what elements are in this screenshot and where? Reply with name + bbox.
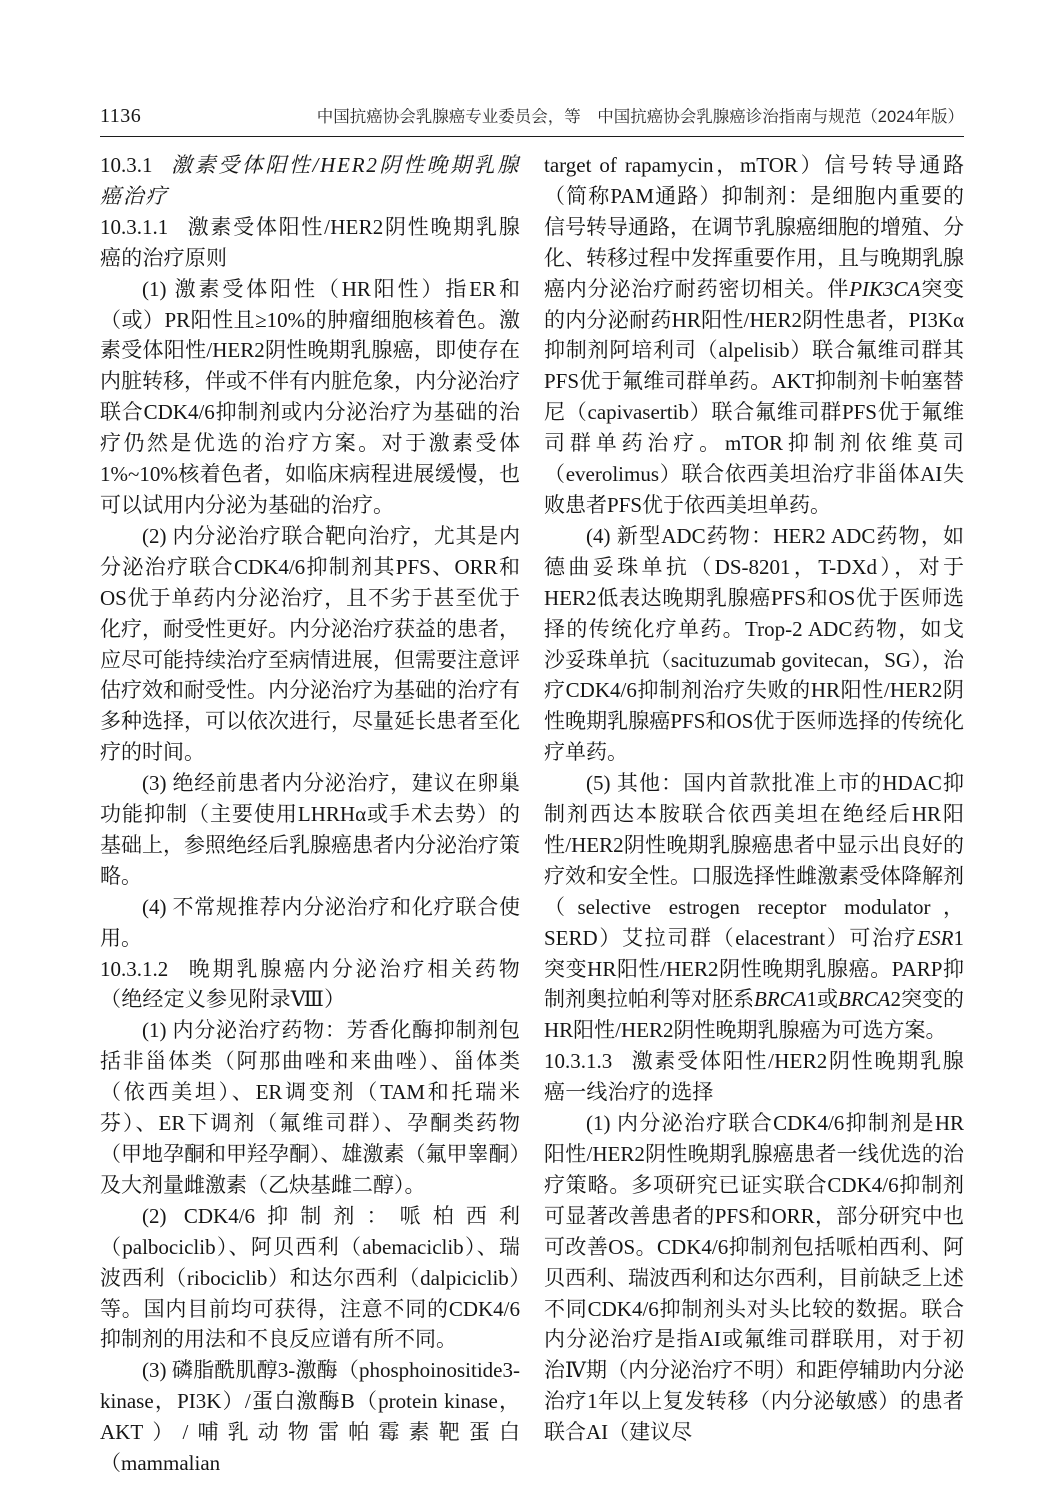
body-paragraph: (1) 内分泌治疗药物：芳香化酶抑制剂包括非甾体类（阿那曲唑和来曲唑）、甾体类（依西美坦）、ER调变剂（TAM和托瑞米芬）、ER下调剂（氟维司群）、孕酮类药物（甲地孕酮和甲羟孕酮）、雄激素（氟甲睾酮）及大剂量雌激素（乙炔基雌二醇）。 (100, 1018, 520, 1197)
section-title: 激素受体阳性/HER2阴性晚期乳腺癌治疗 (100, 153, 520, 208)
two-column-body (100, 150, 964, 1479)
body-paragraph: (3) 绝经前患者内分泌治疗，建议在卵巢功能抑制（主要使用LHRHα或手术去势）的基础上，参照绝经后乳腺癌患者内分泌治疗策略。 (100, 771, 520, 888)
left-column (100, 150, 520, 1479)
section-heading (100, 150, 520, 212)
section-number: 10.3.1.1 (100, 214, 169, 239)
body-paragraph: target of rapamycin，mTOR）信号转导通路（简称PAM通路）抑制剂：是细胞内重要的信号转导通路，在调节乳腺癌细胞的增殖、分化、转移过程中发挥重要作用，且与晚期乳腺癌内分泌治疗耐药密切相关。伴PIK3CA突变的内分泌耐药HR阳性/HER2阴性患者，PI3Kα抑制剂阿培利司（alpelisib）联合氟维司群其PFS优于氟维司群单药。AKT抑制剂卡帕塞替尼（capivasertib）联合氟维司群PFS优于氟维司群单药治疗。mTOR抑制剂依维莫司（everolimus）联合依西美坦治疗非甾体AI失败患者PFS优于依西美坦单药。 (544, 153, 965, 517)
body-paragraph: (1) 内分泌治疗联合CDK4/6抑制剂是HR阳性/HER2阴性晚期乳腺癌患者一线优选的治疗策略。多项研究已证实联合CDK4/6抑制剂可显著改善患者的PFS和ORR，部分研究中也可改善OS。CDK4/6抑制剂包括哌柏西利、阿贝西利、瑞波西利和达尔西利，目前缺乏上述不同CDK4/6抑制剂头对头比较的数据。联合内分泌治疗是指AI或氟维司群联用，对于初治Ⅳ期（内分泌治疗不明）和距停辅助内分泌治疗1年以上复发转移（内分泌敏感）的患者联合AI（建议尽 (544, 1111, 964, 1445)
running-title: 中国抗癌协会乳腺癌专业委员会，等 中国抗癌协会乳腺癌诊治指南与规范（2024年版） (316, 108, 964, 126)
section-title: 晚期乳腺癌内分泌治疗相关药物（绝经定义参见附录Ⅷ） (100, 956, 520, 1012)
section-title: 激素受体阳性/HER2阴性晚期乳腺癌的治疗原则 (100, 214, 520, 270)
page-number: 1136 (100, 105, 142, 127)
body-paragraph: (5) 其他：国内首款批准上市的HDAC抑制剂西达本胺联合依西美坦在绝经后HR阳性/HER2阴性晚期乳腺癌患者中显示出良好的疗效和安全性。口服选择性雌激素受体降解剂（selective estrogen receptor modulator，SERD）艾拉司群（elacestrant）可治疗ESR1突变HR阳性/HER2阴性晚期乳腺癌。PARP抑制剂奥拉帕利等对胚系BRCA1或BRCA2突变的HR阳性/HER2阴性晚期乳腺癌为可选方案。 (544, 771, 964, 1043)
section-heading (544, 1046, 964, 1108)
right-column (544, 150, 964, 1479)
body-paragraph: (4) 新型ADC药物：HER2 ADC药物，如德曲妥珠单抗（DS-8201，T-DXd），对于HER2低表达晚期乳腺癌PFS和OS优于医师选择的传统化疗单药。Trop-2 ADC药物，如戈沙妥珠单抗（sacituzumab govitecan，SG），治疗CDK4/6抑制剂治疗失败的HR阳性/HER2阴性晚期乳腺癌PFS和OS优于医师选择的传统化疗单药。 (544, 523, 964, 765)
header-rule (100, 136, 964, 137)
section-heading (100, 954, 520, 1016)
body-paragraph: (2) CDK4/6抑制剂：哌柏西利（palbociclib）、阿贝西利（abemaciclib）、瑞波西利（ribociclib）和达尔西利（dalpiciclib）等。国内目前均可获得，注意不同的CDK4/6抑制剂的用法和不良反应谱有所不同。 (100, 1203, 520, 1352)
section-heading (100, 212, 520, 274)
body-paragraph: (3) 磷脂酰肌醇3-激酶（phosphoinositide3-kinase，PI3K）/蛋白激酶B（protein kinase，AKT）/哺乳动物雷帕霉素靶蛋白（mammalian (100, 1358, 520, 1476)
section-number: 10.3.1.2 (100, 956, 169, 981)
section-title: 激素受体阳性/HER2阴性晚期乳腺癌一线治疗的选择 (544, 1049, 964, 1105)
section-number: 10.3.1 (100, 153, 153, 177)
body-paragraph: (1) 激素受体阳性（HR阳性）指ER和（或）PR阳性且≥10%的肿瘤细胞核着色。激素受体阳性/HER2阴性晚期乳腺癌，即使存在内脏转移，伴或不伴有内脏危象，内分泌治疗联合CDK4/6抑制剂或内分泌治疗为基础的治疗仍然是优选的治疗方案。对于激素受体1%~10%核着色者，如临床病程进展缓慢，也可以试用内分泌为基础的治疗。 (100, 276, 520, 517)
body-paragraph: (2) 内分泌治疗联合靶向治疗，尤其是内分泌治疗联合CDK4/6抑制剂其PFS、ORR和OS优于单药内分泌治疗，且不劣于甚至优于化疗，耐受性更好。内分泌治疗获益的患者，应尽可能持续治疗至病情进展，但需要注意评估疗效和耐受性。内分泌治疗为基础的治疗有多种选择，可以依次进行，尽量延长患者至化疗的时间。 (100, 523, 520, 765)
body-paragraph: (4) 不常规推荐内分泌治疗和化疗联合使用。 (100, 894, 520, 950)
page-header (100, 103, 964, 128)
section-number: 10.3.1.3 (544, 1049, 613, 1074)
